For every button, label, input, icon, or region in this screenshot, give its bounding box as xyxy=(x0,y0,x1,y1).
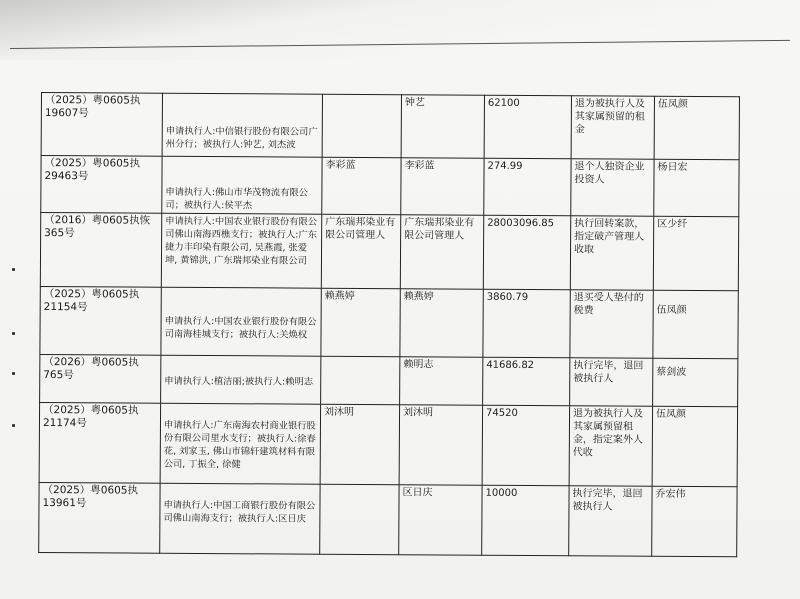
table-row xyxy=(39,402,737,486)
parties-text: 申请执行人:中信银行股份有限公司广州分行；被执行人:钟艺, 刘杰波 xyxy=(165,125,318,151)
judge-cell: 伍凤颜 xyxy=(654,96,739,160)
parties-text: 申请执行人:中国农业银行股份有限公司佛山南海西樵支行；被执行人:广东捷力丰印染有限公司, 吴燕霞, 张爱坤, 黄锦洪, 广东瑞邦染业有限公司 xyxy=(164,215,318,267)
judge-cell xyxy=(653,358,738,407)
parties-cell xyxy=(160,483,320,554)
reason-cell: 退为被执行人及其家属预留的租金 xyxy=(571,96,654,160)
reason-cell: 退个人独资企业投资人 xyxy=(571,159,654,217)
amount-cell: 41686.82 xyxy=(483,357,570,406)
amount-cell: 74520 xyxy=(482,405,569,486)
case-payment-table xyxy=(38,92,740,557)
table-row xyxy=(40,213,738,291)
case-number-cell: （2025）粤0605执29463号 xyxy=(41,156,162,214)
amount-cell: 10000 xyxy=(482,485,569,556)
payee-cell: 赖明志 xyxy=(400,357,483,406)
table-row xyxy=(40,286,738,358)
reason-cell: 执行完毕，退回被执行人 xyxy=(569,486,652,557)
property-cell: 李彩蓝 xyxy=(322,157,401,214)
judge-text: 伍凤颜 xyxy=(656,304,687,316)
judge-text: 蔡剑波 xyxy=(656,366,687,378)
table-row xyxy=(40,354,738,406)
payee-cell: 钟艺 xyxy=(401,95,484,159)
payee-cell: 区日庆 xyxy=(399,485,482,556)
parties-cell xyxy=(162,93,322,157)
table-row xyxy=(41,93,739,160)
parties-text: 申请执行人:植洁丽;被执行人:赖明志 xyxy=(164,375,314,388)
parties-text: 申请执行人:广东南海农村商业银行股份有限公司里水支行；被执行人:徐春花, 刘家玉, 佛山市锦轩建筑材料有限公司, 丁振全, 徐健 xyxy=(163,419,316,471)
case-number-cell: （2026）粤0605执765号 xyxy=(40,354,161,403)
property-cell xyxy=(320,484,399,554)
payee-cell: 李彩蓝 xyxy=(401,158,484,216)
payee-cell: 赖燕婷 xyxy=(400,289,483,358)
judge-cell: 区少纤 xyxy=(653,216,738,291)
parties-cell xyxy=(162,156,322,214)
amount-cell: 3860.79 xyxy=(483,289,570,358)
payee-cell: 刘沐明 xyxy=(399,405,482,486)
payee-cell: 广东瑞邦染业有限公司管理人 xyxy=(400,215,483,290)
parties-text: 申请执行人:佛山市华茂物流有限公司；被执行人:侯平杰 xyxy=(165,186,309,212)
amount-cell: 274.99 xyxy=(484,158,571,216)
parties-cell xyxy=(161,213,321,288)
case-number-cell: （2025）粤0605执13961号 xyxy=(39,482,160,553)
property-cell: 广东瑞邦染业有限公司管理人 xyxy=(321,214,400,288)
parties-text: 申请执行人:中国工商银行股份有限公司佛山南海支行；被执行人:区日庆 xyxy=(163,499,316,525)
parties-cell xyxy=(161,355,321,404)
judge-cell: 乔宏伟 xyxy=(652,486,737,557)
reason-cell: 退为被执行人及其家属预留租金，指定案外人代收 xyxy=(569,406,652,487)
scan-shadow xyxy=(0,0,800,60)
property-cell: 刘沐明 xyxy=(320,404,399,484)
table-row xyxy=(39,482,737,556)
judge-cell: 伍凤颜 xyxy=(652,406,737,487)
amount-cell: 62100 xyxy=(484,95,571,159)
judge-cell: 杨日宏 xyxy=(654,159,739,217)
reason-cell: 退买受人垫付的税费 xyxy=(570,290,653,359)
property-cell xyxy=(321,356,400,404)
table-row xyxy=(41,156,739,217)
judge-cell xyxy=(653,290,738,359)
parties-cell xyxy=(161,287,321,356)
parties-cell xyxy=(160,403,320,484)
case-number-cell: （2025）粤0605执19607号 xyxy=(41,93,162,157)
case-number-cell: （2025）粤0605执21154号 xyxy=(40,286,161,355)
reason-cell: 执行完毕，退回被执行人 xyxy=(570,358,653,407)
case-number-cell: （2025）粤0605执21174号 xyxy=(39,402,160,483)
property-cell: 赖燕婷 xyxy=(321,288,400,356)
parties-text: 申请执行人:中国农业银行股份有限公司南海桂城支行；被执行人:关焕权 xyxy=(164,315,317,341)
property-cell xyxy=(322,94,401,157)
reason-cell: 执行回转案款，指定破产管理人收取 xyxy=(570,216,653,291)
amount-cell: 28003096.85 xyxy=(483,215,570,290)
case-number-cell: （2016）粤0605执恢365号 xyxy=(40,213,161,288)
